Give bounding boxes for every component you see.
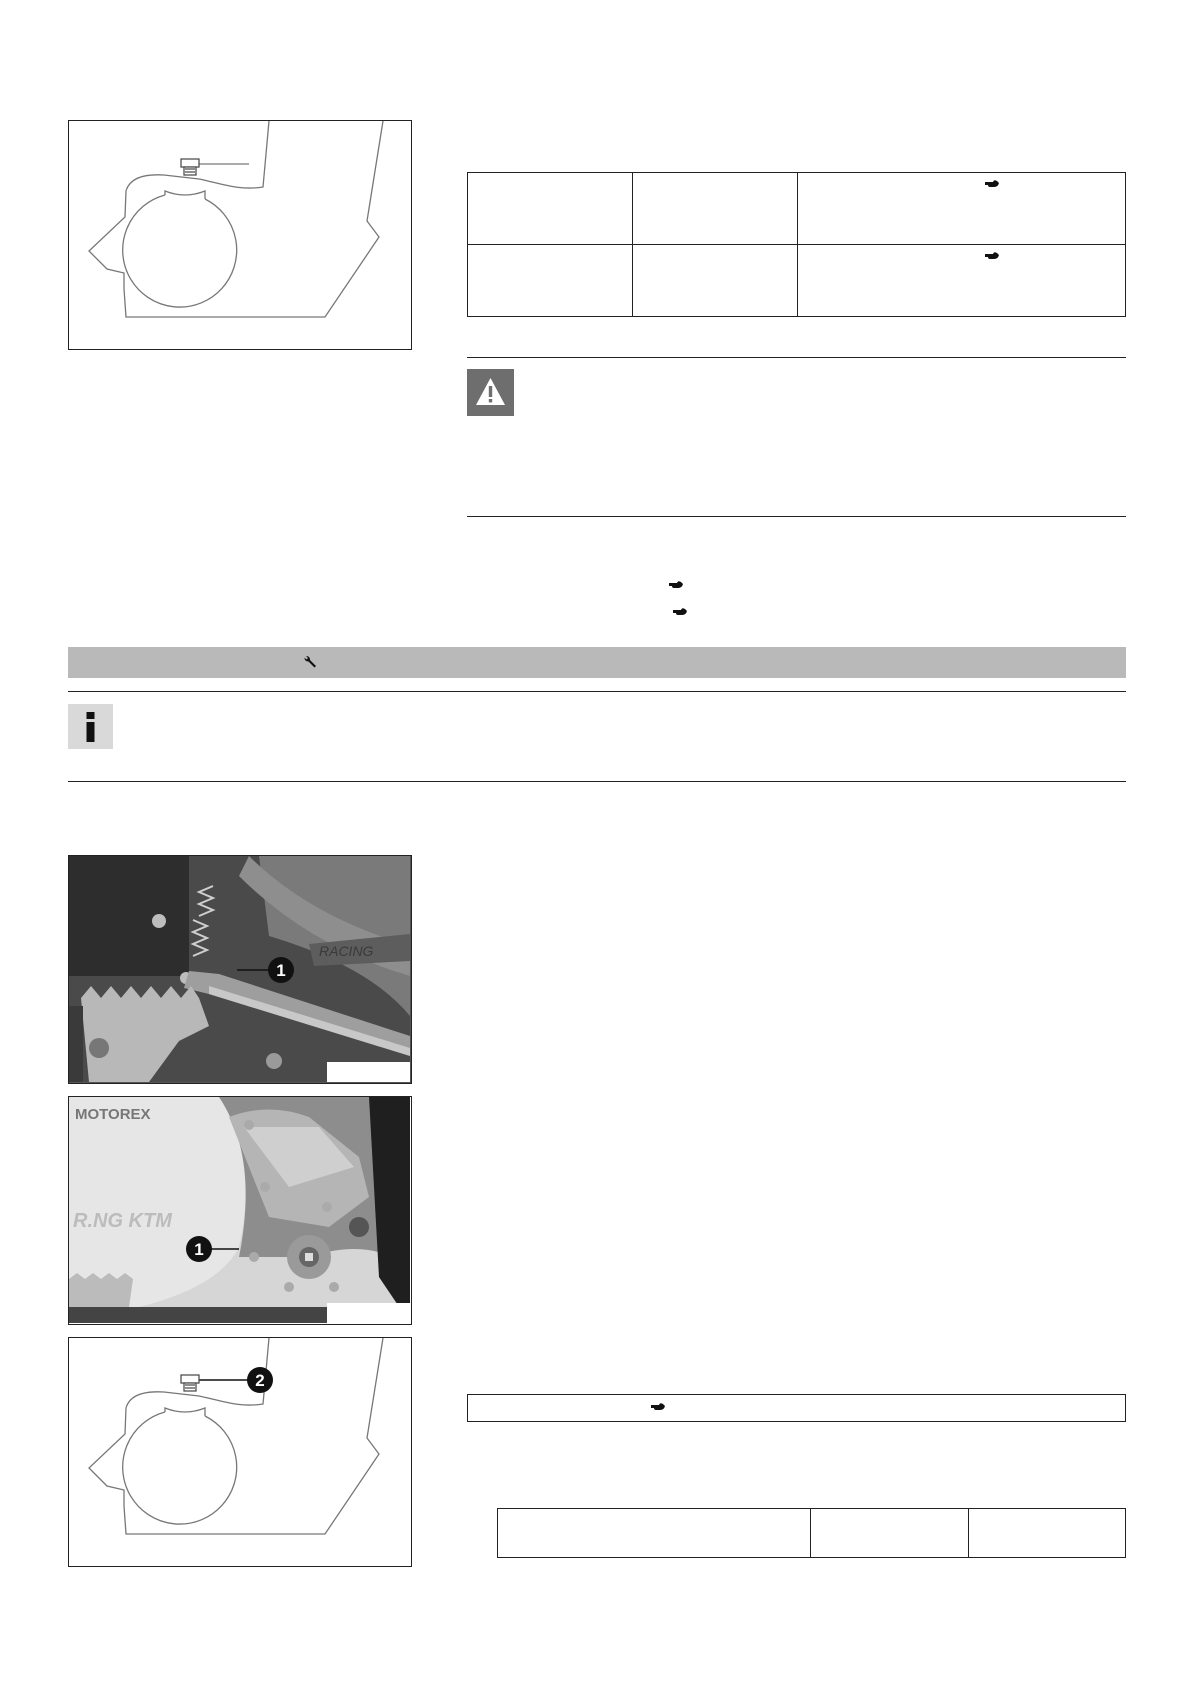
svg-text:1: 1 — [194, 1240, 204, 1259]
motorex-logo-lettering: MOTOREX — [75, 1106, 151, 1123]
pointing-hand-icon — [673, 607, 687, 616]
cover-logo-lettering: RACING — [319, 943, 374, 959]
drain-plug-shape — [181, 1375, 199, 1391]
figure-engine-drawing-top — [68, 120, 412, 350]
engine-outline-drawing — [69, 121, 410, 348]
drain-plug-shape — [181, 159, 199, 175]
spec-cell — [811, 1509, 969, 1558]
spec-cell-with-reference — [798, 245, 1126, 317]
info-top-rule — [68, 691, 1126, 692]
spec-table-bottom — [497, 1508, 1126, 1558]
reference-box — [467, 1394, 1126, 1422]
warning-top-rule — [467, 357, 1126, 358]
pointing-hand-icon — [669, 580, 683, 589]
spec-cell — [633, 245, 798, 317]
spec-cell-with-reference — [798, 173, 1126, 245]
spec-cell — [468, 245, 633, 317]
info-icon — [68, 704, 113, 749]
info-bottom-rule — [68, 781, 1126, 782]
figure-photo-clutch-cover — [68, 1096, 412, 1325]
svg-text:2: 2 — [255, 1371, 265, 1390]
photo-brake-pedal-area — [69, 856, 410, 1082]
engine-outline-drawing — [69, 1338, 410, 1565]
pointing-hand-icon — [985, 251, 999, 260]
spec-cell — [633, 173, 798, 245]
photo-clutch-cover-area — [69, 1097, 410, 1323]
wrench-icon — [304, 655, 318, 669]
figure-photo-brake-pedal — [68, 855, 412, 1084]
section-heading-bar — [68, 647, 1126, 678]
spec-table-top — [467, 172, 1126, 317]
pointing-hand-icon — [651, 1402, 665, 1411]
spec-cell — [498, 1509, 811, 1558]
photo-caption-box — [327, 1303, 410, 1323]
figure-engine-drawing-bottom — [68, 1337, 412, 1567]
pointing-hand-icon — [985, 179, 999, 188]
warning-icon — [467, 369, 514, 416]
warning-bottom-rule — [467, 516, 1126, 517]
cover-logo-lettering: R.NG KTM — [73, 1210, 172, 1232]
spec-cell — [468, 173, 633, 245]
spec-cell — [969, 1509, 1126, 1558]
svg-text:1: 1 — [276, 961, 286, 980]
photo-caption-box — [327, 1062, 410, 1082]
